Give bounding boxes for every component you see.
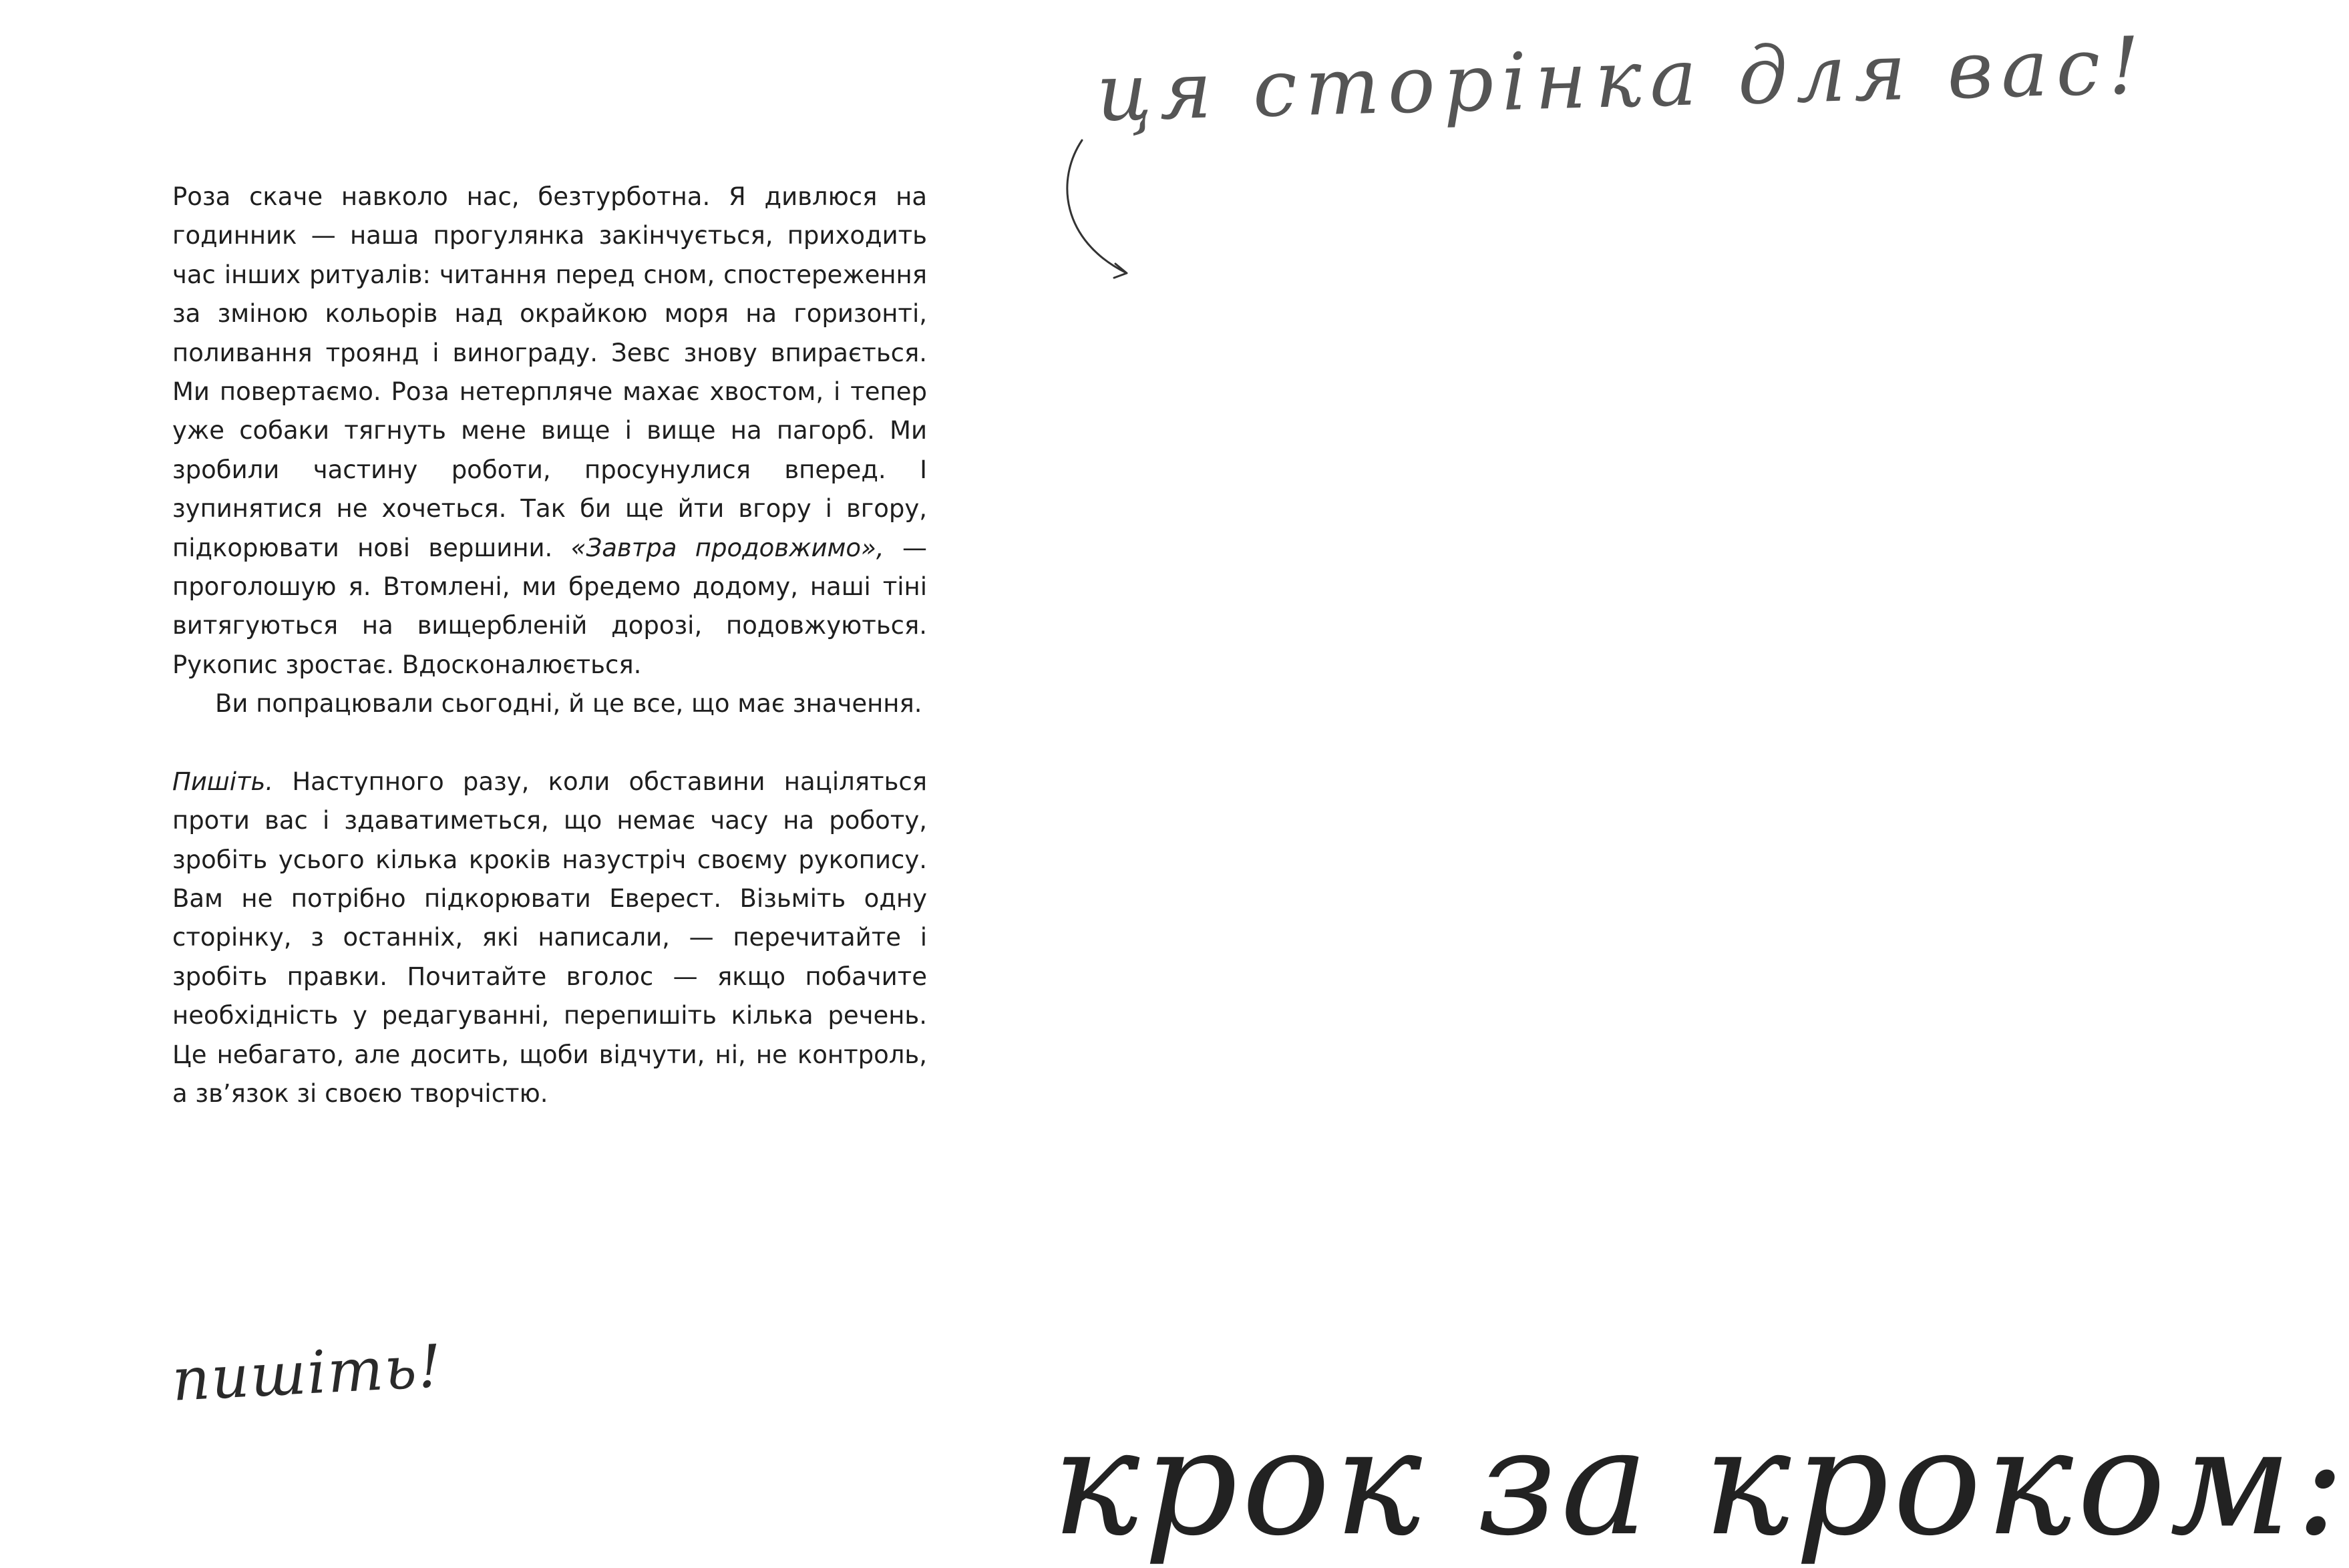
handwritten-footer: крок за кроком: xyxy=(1052,1397,2349,1568)
left-page xyxy=(0,0,1025,1539)
paragraph-3-italic-lead: Пишіть. xyxy=(172,767,274,796)
handwritten-heading: ця сторінка для вас! xyxy=(1095,19,2149,139)
right-page xyxy=(1026,0,2051,1539)
paragraph-3-text: Наступного разу, коли обставини націляться проти вас і здаватиметься, що немає часу на роботу, зробіть усього кілька кроків назустріч своєму рукопису. Вам не потрібно підкорювати Еверест. Візьміть одну сторінку, з останніх, які написали, — перечитайте і зробіть правки. Почитайте вголос — якщо побачите необхідність у редагуванні, перепишіть кілька речень. Це небагато, але досить, щоби відчути, ні, не контроль, а зв’язок зі своєю творчістю. xyxy=(172,767,927,1108)
paragraph-1-italic-quote: «Завтра продовжимо», xyxy=(570,533,884,562)
handwritten-note: пишіть! xyxy=(170,1331,445,1414)
paragraph-1 xyxy=(172,178,927,684)
paragraph-2: Ви попрацювали сьогодні, й це все, що має значення. xyxy=(215,689,922,719)
body-text xyxy=(172,178,927,1113)
paragraph-1-text-a: Роза скаче навколо нас, безтурботна. Я дивлюся на годинник — наша прогулянка закінчується, приходить час інших ритуалів: читання перед сном, спостереження за зміною кольорів над окрайкою моря на горизонті, поливання троянд і винограду. Зевс знову впирається. Ми повертаємо. Роза нетерпляче махає хвостом, і тепер уже собаки тягнуть мене вище і вище на пагорб. Ми зробили частину роботи, просунулися вперед. І зупинятися не хочеться. Так би ще йти вгору і вгору, підкорювати нові вершини. xyxy=(172,182,927,562)
curved-arrow-icon xyxy=(1062,127,1142,287)
paragraph-1-text-b: — проголошую я. Втомлені, ми бредемо додому, наші тіні витягуються на вищербленій дорозі, подовжуються. Рукопис зростає. Вдосконалюється. xyxy=(172,533,927,679)
paragraph-3 xyxy=(172,763,927,1114)
